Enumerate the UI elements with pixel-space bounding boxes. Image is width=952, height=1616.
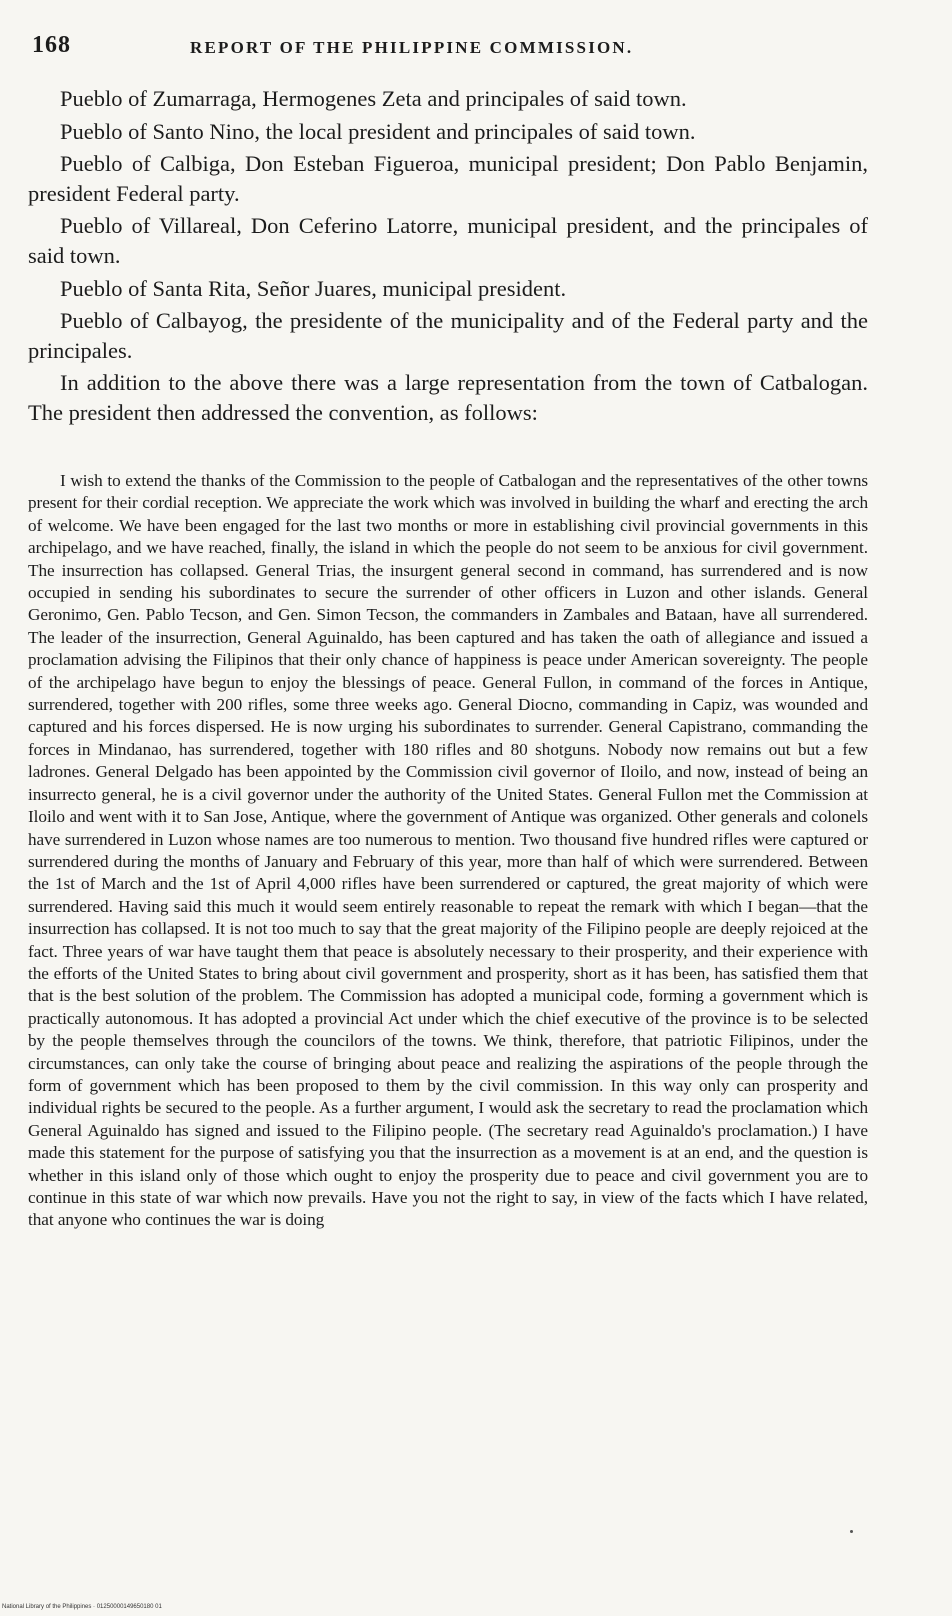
paragraph: In addition to the above there was a large representation from the town of Catbalogan. The president then addressed the convention, as follows: xyxy=(28,370,868,425)
paragraph: Pueblo of Santa Rita, Señor Juares, municipal president. xyxy=(60,275,567,301)
page-number: 168 xyxy=(32,32,71,58)
quoted-speech: I wish to extend the thanks of the Commission to the people of Catbalogan and the representatives of the other towns present for their cordial reception. We appreciate the work which was involved in building the wharf and erecting the arch of welcome. We have been engaged for the last two months or more in establishing civil provincial governments in this archipelago, and we have reached, finally, the island in which the people do not seem to be anxious for civil government. The insurrection has collapsed. General Trias, the insurgent general second in command, has surrendered and is now occupied in sending his subordinates to secure the surrender of other officers in Luzon and other islands. General Geronimo, Gen. Pablo Tecson, and Gen. Simon Tecson, the commanders in Zambales and Bataan, have all surrendered. The leader of the insurrection, General Aguinaldo, has been captured and has taken the oath of allegiance and issued a proclamation advising the Filipinos that their only chance of happiness is peace under American sovereignty. The people of the archipelago have begun to enjoy the blessings of peace. General Fullon, in command of the forces in Antique, surrendered, together with 200 rifles, some three weeks ago. General Diocno, commanding in Capiz, was wounded and captured and his forces dispersed. He is now urging his subordinates to surrender. General Capistrano, commanding the forces in Mindanao, has surrendered, together with 180 rifles and 80 shotguns. Nobody now remains out but a few ladrones. General Delgado has been appointed by the Commission civil governor of Iloilo, and now, instead of being an insurrecto general, he is a civil governor under the authority of the United States. General Fullon met the Commission at Iloilo and went with it to San Jose, Antique, where the government of Antique was organized. Other generals and colonels have surrendered in Luzon whose names are too numerous to mention. Two thousand five hundred rifles were captured or surrendered during the months of January and February of this year, more than half of which were surrendered. Between the 1st of March and the 1st of April 4,000 rifles have been surrendered or captured, the great majority of which were surrendered. Having said this much it would seem entirely reasonable to repeat the remark with which I began—that the insurrection has collapsed. It is not too much to say that the great majority of the Filipino people are deeply rejoiced at the fact. Three years of war have taught them that peace is absolutely necessary to their prosperity, and their experience with the efforts of the United States to bring about civil government and prosperity, short as it has been, has satisfied them that that is the best solution of the problem. The Commission has adopted a municipal code, forming a government which is practically autonomous. It has adopted a provincial Act under which the chief executive of the province is to be selected by the people themselves through the councilors of the towns. We think, therefore, that patriotic Filipinos, under the circumstances, can only take the course of bringing about peace and realizing the aspirations of the people through the form of government which has been proposed to them by the civil commission. In this way only can prosperity and individual rights be secured to the people. As a further argument, I would ask the secretary to read the proclamation which General Aguinaldo has signed and issued to the Filipino people. (The secretary read Aguinaldo's proclamation.) I have made this statement for the purpose of satisfying you that the insurrection as a movement is at an end, and the question is whether in this island only of those which ought to enjoy the prosperity due to peace and civil government you are to continue in this state of war which now prevails. Have you not the right to say, in view of the facts which I have related, that anyone who continues the war is doing xyxy=(28,471,868,1230)
running-head: REPORT OF THE PHILIPPINE COMMISSION. xyxy=(190,38,634,57)
paragraph: Pueblo of Calbiga, Don Esteban Figueroa, municipal president; Don Pablo Benjamin, president Federal party. xyxy=(28,151,868,206)
scan-speck xyxy=(850,1530,853,1533)
scan-footer-note: National Library of the Philippines · 01250000149650180 01 xyxy=(2,1604,162,1610)
body-text xyxy=(28,84,868,431)
paragraph: Pueblo of Zumarraga, Hermogenes Zeta and principales of said town. xyxy=(60,86,687,111)
paragraph: Pueblo of Calbayog, the presidente of the municipality and of the Federal party and the principales. xyxy=(28,308,868,363)
address-quotation xyxy=(28,470,868,1232)
paragraph: Pueblo of Santo Nino, the local president and principales of said town. xyxy=(60,118,696,144)
paragraph: Pueblo of Villareal, Don Ceferino Latorre, municipal president, and the principales of said town. xyxy=(28,213,868,268)
